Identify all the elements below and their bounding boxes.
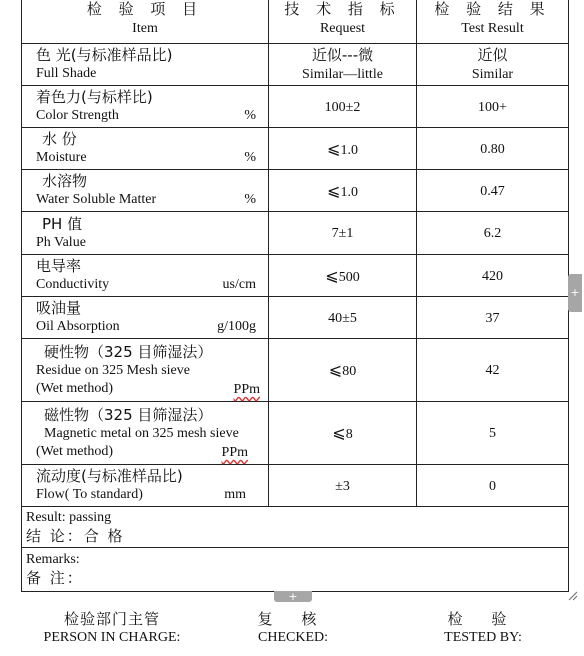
- table-row: [22, 44, 569, 86]
- item-en: Flow( To standard): [36, 487, 143, 502]
- request-value: 1.0: [340, 142, 358, 158]
- item-en: Oil Absorption: [36, 319, 120, 334]
- result-value: 42: [485, 363, 500, 378]
- item-cell: [22, 170, 269, 212]
- item-unit: g/100g: [217, 319, 256, 334]
- header-result-en: Test Result: [461, 21, 524, 36]
- header-item-zh: 检 验 项 目: [86, 0, 204, 18]
- result-value: 近似: [477, 45, 508, 64]
- remarks-cell: [22, 548, 569, 592]
- test-report-table: [21, 0, 569, 592]
- request-cell: [269, 128, 417, 170]
- less-equal-symbol: ⩽: [332, 425, 346, 442]
- result-value: 100+: [478, 99, 507, 115]
- result-cell: [417, 297, 569, 339]
- item-unit: PPm: [221, 445, 248, 460]
- header-result: [417, 0, 569, 44]
- request-cell: [269, 255, 417, 297]
- item-en-2: (Wet method): [36, 380, 114, 396]
- item-zh: 吸油量: [36, 299, 82, 317]
- item-cell: [22, 86, 269, 128]
- result-cell: [417, 86, 569, 128]
- item-cell: [22, 128, 269, 170]
- result-label-zh: 结 论：合 格: [26, 526, 125, 545]
- item-zh: 水 份: [42, 130, 77, 148]
- add-row-button[interactable]: +: [274, 591, 312, 602]
- request-cell: [269, 44, 417, 86]
- request-value: 40±5: [328, 310, 357, 326]
- request-cell: [269, 86, 417, 128]
- item-en: Residue on 325 Mesh sieve: [36, 362, 190, 378]
- request-cell: [269, 402, 417, 465]
- request-cell: [269, 465, 417, 507]
- item-unit: %: [244, 192, 256, 207]
- add-column-button[interactable]: +: [568, 274, 582, 312]
- table-row: [22, 339, 569, 402]
- item-en: Color Strength: [36, 108, 119, 123]
- request-cell: [269, 170, 417, 212]
- item-cell: [22, 44, 269, 86]
- signature-zh: 检 验: [447, 610, 519, 628]
- item-zh: 磁性物（325 目筛湿法）: [44, 405, 213, 424]
- table-row: [22, 297, 569, 339]
- item-unit: us/cm: [222, 277, 256, 292]
- item-zh: 电导率: [36, 257, 82, 275]
- signature-tested-by: [428, 610, 538, 647]
- item-cell: [22, 339, 269, 402]
- result-cell: [417, 44, 569, 86]
- result-value: 5: [489, 426, 496, 441]
- signature-en: CHECKED:: [258, 630, 328, 645]
- request-value: 100±2: [324, 99, 361, 115]
- item-cell: [22, 465, 269, 507]
- result-cell: [417, 255, 569, 297]
- result-cell: [417, 339, 569, 402]
- signature-zh: 复 核: [257, 610, 329, 628]
- resize-handle-icon[interactable]: [568, 591, 578, 601]
- item-en: Magnetic metal on 325 mesh sieve: [44, 425, 239, 441]
- request-cell: [269, 339, 417, 402]
- item-unit: %: [244, 150, 256, 165]
- item-unit: PPm: [233, 382, 260, 397]
- signature-person-in-charge: [22, 610, 202, 647]
- table-row: [22, 402, 569, 465]
- item-en-2: (Wet method): [36, 443, 114, 459]
- request-value: 近似---微: [311, 45, 374, 64]
- item-en: Water Soluble Matter: [36, 192, 157, 207]
- table-row: [22, 170, 569, 212]
- header-item: [22, 0, 269, 44]
- item-unit: mm: [224, 487, 246, 502]
- header-request-en: Request: [319, 21, 366, 36]
- table-row: [22, 465, 569, 507]
- item-zh: 着色力(与标样比): [36, 88, 153, 106]
- result-value: 0: [489, 478, 496, 494]
- signature-checked: [238, 610, 348, 647]
- table-header-row: [22, 0, 569, 44]
- remarks-label-zh: 备 注：: [26, 569, 84, 587]
- request-value: 8: [345, 427, 353, 442]
- request-value: 7±1: [331, 226, 354, 241]
- table-row: [22, 128, 569, 170]
- item-cell: [22, 402, 269, 465]
- item-en: Conductivity: [36, 277, 110, 292]
- item-en: Full Shade: [36, 66, 97, 81]
- request-cell: [269, 212, 417, 255]
- less-equal-symbol: ⩽: [327, 182, 341, 200]
- request-value: 80: [342, 364, 357, 379]
- result-value: 37: [485, 310, 500, 326]
- item-zh: 硬性物（325 目筛湿法）: [44, 342, 213, 361]
- item-en: Moisture: [36, 150, 87, 165]
- result-value: 420: [482, 268, 503, 284]
- signature-en: TESTED BY:: [444, 630, 522, 645]
- signature-zh: 检验部门主管: [63, 610, 160, 628]
- item-zh: PH 值: [42, 214, 83, 233]
- header-result-zh: 检 验 结 果: [434, 0, 551, 18]
- item-cell: [22, 297, 269, 339]
- request-value: 1.0: [340, 184, 358, 200]
- result-cell: [417, 170, 569, 212]
- signature-en: PERSON IN CHARGE:: [43, 630, 181, 645]
- less-equal-symbol: ⩽: [325, 267, 339, 285]
- result-cell: [417, 465, 569, 507]
- result-value-en: Similar: [471, 66, 514, 82]
- less-equal-symbol: ⩽: [328, 362, 343, 379]
- item-zh: 水溶物: [42, 172, 88, 190]
- result-cell: [417, 128, 569, 170]
- header-item-en: Item: [132, 21, 158, 36]
- item-zh: 流动度(与标准样品比): [36, 467, 183, 485]
- request-cell: [269, 297, 417, 339]
- table-row: [22, 212, 569, 255]
- item-unit: %: [244, 108, 256, 123]
- result-cell: [417, 402, 569, 465]
- item-en: Ph Value: [36, 234, 86, 250]
- request-value-en: Similar—little: [302, 66, 383, 82]
- remarks-row: [22, 548, 569, 592]
- header-request: [269, 0, 417, 44]
- remarks-label-en: Remarks:: [26, 552, 80, 567]
- result-cell: [417, 212, 569, 255]
- result-cell: [22, 507, 569, 548]
- result-label-en: Result: passing: [26, 509, 112, 525]
- item-cell: [22, 255, 269, 297]
- table-row: [22, 86, 569, 128]
- item-cell: [22, 212, 269, 255]
- table-row: [22, 255, 569, 297]
- result-value: 0.47: [480, 183, 505, 199]
- header-request-zh: 技 术 指 标: [284, 0, 401, 18]
- less-equal-symbol: ⩽: [327, 140, 341, 158]
- result-row: [22, 507, 569, 548]
- result-value: 6.2: [483, 226, 502, 241]
- item-zh: 色 光(与标准样品比): [36, 46, 173, 64]
- result-value: 0.80: [480, 141, 505, 157]
- request-value: 500: [338, 269, 360, 285]
- request-value: ±3: [335, 478, 350, 494]
